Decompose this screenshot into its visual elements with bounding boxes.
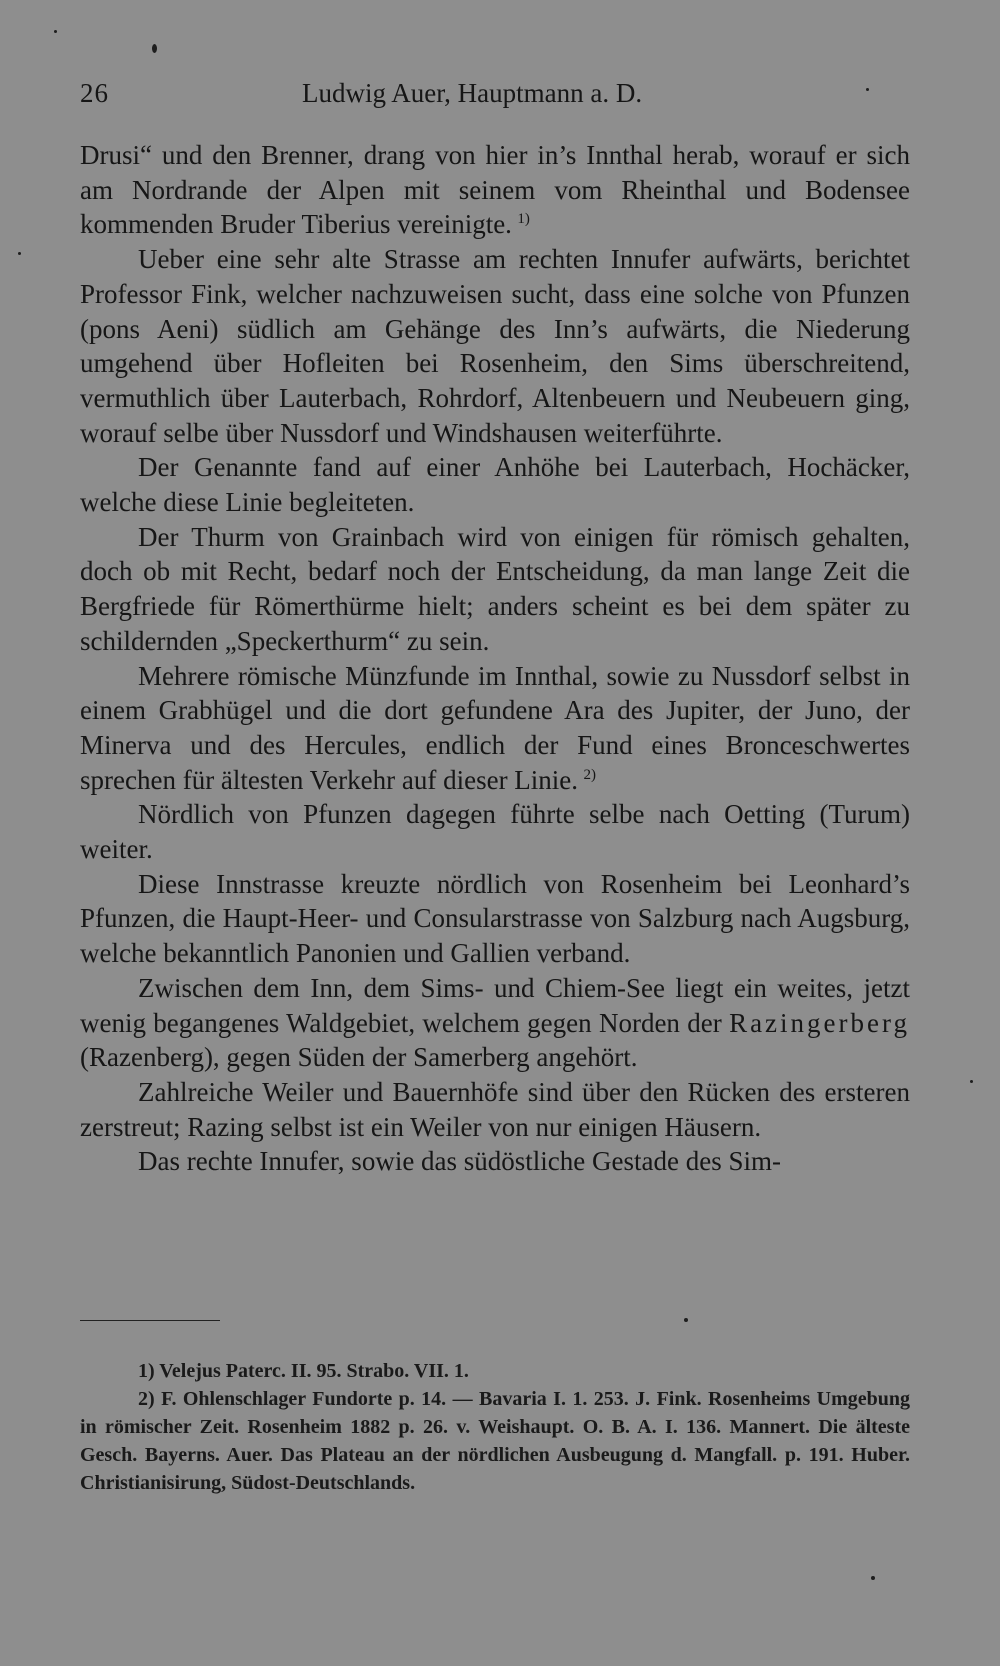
paragraph-text: (Razenberg), gegen Süden der Samerberg angehört. bbox=[80, 1042, 638, 1073]
paragraph bbox=[80, 1144, 910, 1179]
paragraph bbox=[80, 138, 910, 242]
paragraph bbox=[80, 659, 910, 798]
paragraph-text: Drusi“ und den Brenner, drang von hier in’s Innthal herab, worauf er sich am Nordrande der Alpen mit seinem vom Rheinthal und Bodensee kommenden Bruder Tiberius vereinigte. bbox=[80, 140, 910, 240]
page-number: 26 bbox=[80, 78, 109, 108]
running-head: Ludwig Auer, Hauptmann a. D. bbox=[302, 78, 643, 108]
scan-speck bbox=[871, 1576, 875, 1580]
paragraph-text: Zahlreiche Weiler und Bauernhöfe sind über den Rücken des ersteren zerstreut; Razing selbst ist ein Weiler von nur einigen Häusern. bbox=[80, 1076, 910, 1142]
scan-speck bbox=[54, 30, 57, 33]
paragraph-text: Nördlich von Pfunzen dagegen führte selbe nach Oetting (Turum) weiter. bbox=[80, 799, 910, 865]
paragraph bbox=[80, 971, 910, 1075]
paragraph-text: Der Genannte fand auf einer Anhöhe bei Lauterbach, Hochäcker, welche diese Linie begleiteten. bbox=[80, 452, 910, 518]
footnote-ref: 1) bbox=[517, 211, 530, 228]
scan-speck bbox=[866, 88, 869, 91]
footnote-ref: 2) bbox=[583, 766, 596, 783]
paragraph-text: Der Thurm von Grainbach wird von einigen für römisch gehalten, doch ob mit Recht, bedarf noch der Entscheidung, da man lange Zeit die Bergfriede für Römerthürme hielt; anders scheint es bei dem später zu schildernden „Speckerthurm“ zu sein. bbox=[80, 521, 910, 656]
footnote: 1) Velejus Paterc. II. 95. Strabo. VII. 1. bbox=[138, 1360, 469, 1382]
body-text bbox=[80, 138, 910, 1179]
paragraph-text: Mehrere römische Münzfunde im Innthal, sowie zu Nussdorf selbst in einem Grabhügel und die dort gefundene Ara des Jupiter, der Juno, der Minerva und des Hercules, endlich der Fund eines Bronceschwertes sprechen für ältesten Verkehr auf dieser Linie. bbox=[80, 660, 910, 795]
paragraph bbox=[80, 797, 910, 866]
paragraph bbox=[80, 1075, 910, 1144]
paragraph bbox=[80, 242, 910, 450]
paragraph-text: Diese Innstrasse kreuzte nördlich von Rosenheim bei Leonhard’s Pfunzen, die Haupt-Heer- und Consularstrasse von Salzburg nach Augsburg, welche bekanntlich Panonien und Gallien verband. bbox=[80, 868, 910, 969]
scan-speck bbox=[684, 1318, 688, 1322]
spaced-place-name: Razingerberg bbox=[729, 1007, 911, 1038]
page-header bbox=[80, 70, 910, 110]
footnote-divider bbox=[80, 1320, 220, 1321]
paragraph bbox=[80, 520, 910, 659]
paragraph-text: Das rechte Innufer, sowie das südöstliche Gestade des Sim- bbox=[138, 1146, 781, 1177]
footnote: 2) F. Ohlenschlager Fundorte p. 14. — Bavaria I. 1. 253. J. Fink. Rosenheims Umgebung in römischer Zeit. Rosenheim 1882 p. 26. v. Weishaupt. O. B. A. I. 136. Mannert. Die älteste Gesch. Bayerns. Auer. Das Plateau an der nördlichen Ausbeugung d. Mangfall. p. 191. Huber. Christianisirung, Südost-Deutschlands. bbox=[80, 1388, 910, 1494]
scan-speck bbox=[970, 1080, 973, 1083]
page-content bbox=[80, 70, 911, 1494]
paragraph bbox=[80, 867, 910, 971]
scan-speck bbox=[18, 252, 21, 255]
footnotes bbox=[80, 1357, 910, 1497]
paragraph-text: Ueber eine sehr alte Strasse am rechten Innufer aufwärts, berichtet Professor Fink, welcher nachzuweisen sucht, dass eine solche von Pfunzen (pons Aeni) südlich am Gehänge des Inn’s aufwärts, die Niederung umgehend über Hofleiten bei Rosenheim, den Sims überschreitend, vermuthlich über Lauterbach, Rohrdorf, Altenbeuern und Neubeuern ging, worauf selbe über Nussdorf und Windshausen weiterführte. bbox=[80, 244, 910, 448]
paragraph-text: Zwischen dem Inn, dem Sims- und Chiem-See liegt ein weites, jetzt wenig begangenes Waldgebiet, welchem gegen Norden der bbox=[80, 972, 910, 1038]
paragraph bbox=[80, 450, 910, 519]
scan-speck bbox=[152, 44, 157, 53]
